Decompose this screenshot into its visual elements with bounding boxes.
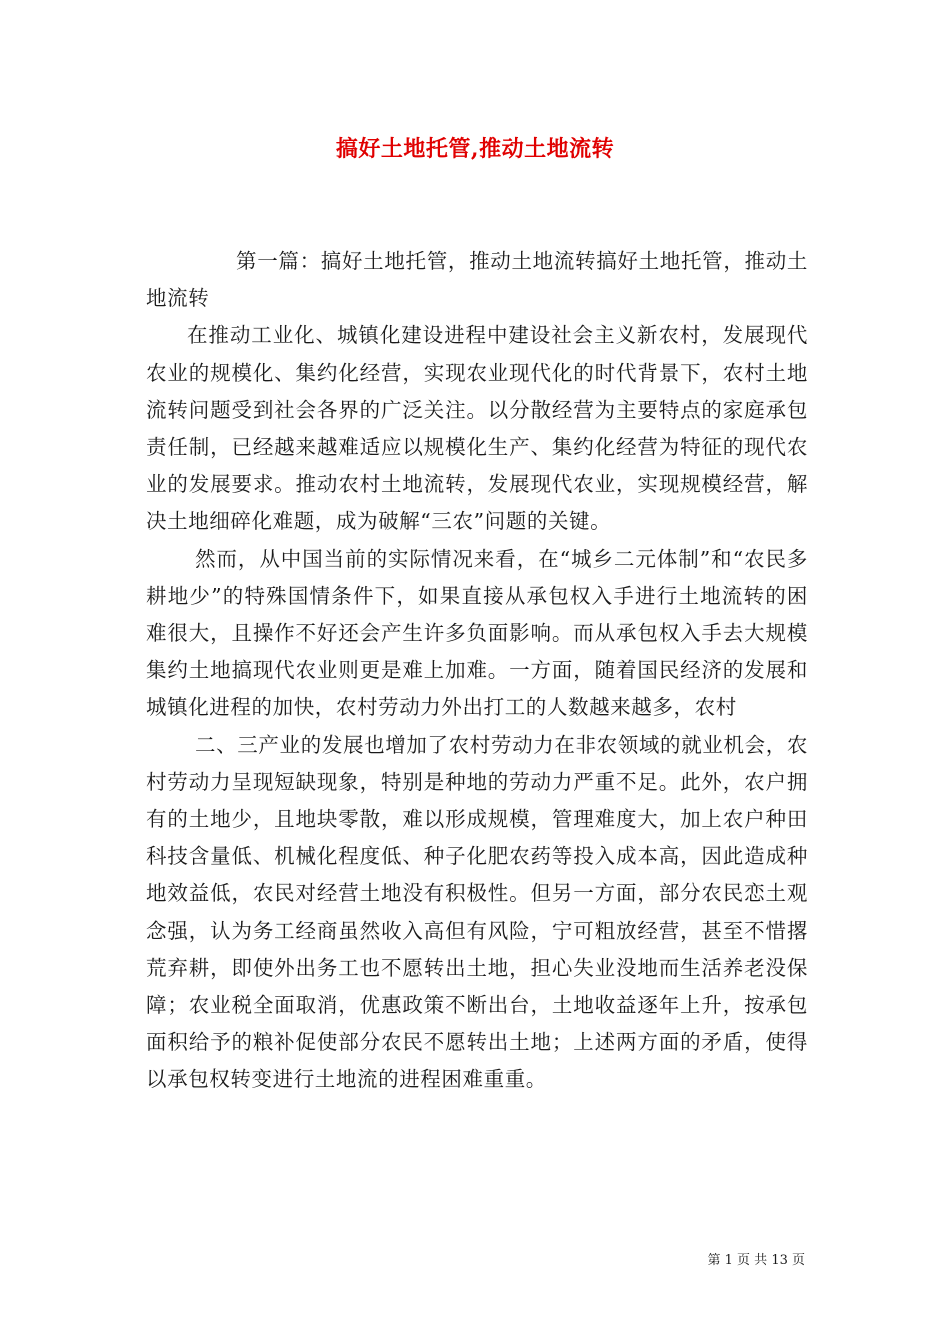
document-title: 搞好土地托管,推动土地流转 <box>335 136 615 162</box>
paragraph: 然而，从中国当前的实际情况来看，在“城乡二元体制”和“农民多耕地少”的特殊国情条件下，如果直接从承包权入手进行土地流转的困难很大，且操作不好还会产生许多负面影响。而从承包权入手去大规模集约土地搞现代农业则更是难上加难。一方面，随着国民经济的发展和城镇化进程的加快，农村劳动力外出打工的人数越来越多，农村 <box>146 546 808 720</box>
page-number: 第 1 页 共 13 页 <box>707 1253 805 1268</box>
paragraph-heading: 第一篇：搞好土地托管，推动土地流转搞好土地托管，推动土地流转 <box>146 249 808 311</box>
paragraph: 在推动工业化、城镇化建设进程中建设社会主义新农村，发展现代农业的规模化、集约化经营，实现农业现代化的时代背景下，农村土地流转问题受到社会各界的广泛关注。以分散经营为主要特点的家庭承包责任制，已经越来越难适应以规模化生产、集约化经营为特征的现代农业的发展要求。推动农村土地流转，发展现代农业，实现规模经营，解决土地细碎化难题，成为破解“三农”问题的关键。 <box>146 323 808 534</box>
document-body <box>146 243 808 1099</box>
paragraph: 二、三产业的发展也增加了农村劳动力在非农领域的就业机会，农村劳动力呈现短缺现象，特别是种地的劳动力严重不足。此外，农户拥有的土地少，且地块零散，难以形成规模，管理难度大，加上农户种田科技含量低、机械化程度低、种子化肥农药等投入成本高，因此造成种地效益低，农民对经营土地没有积极性。但另一方面，部分农民恋土观念强，认为务工经商虽然收入高但有风险，宁可粗放经营，甚至不惜撂荒弃耕，即使外出务工也不愿转出土地，担心失业没地而生活养老没保障；农业税全面取消，优惠政策不断出台，土地收益逐年上升，按承包面积给予的粮补促使部分农民不愿转出土地；上述两方面的矛盾，使得以承包权转变进行土地流的进程困难重重。 <box>146 732 808 1092</box>
